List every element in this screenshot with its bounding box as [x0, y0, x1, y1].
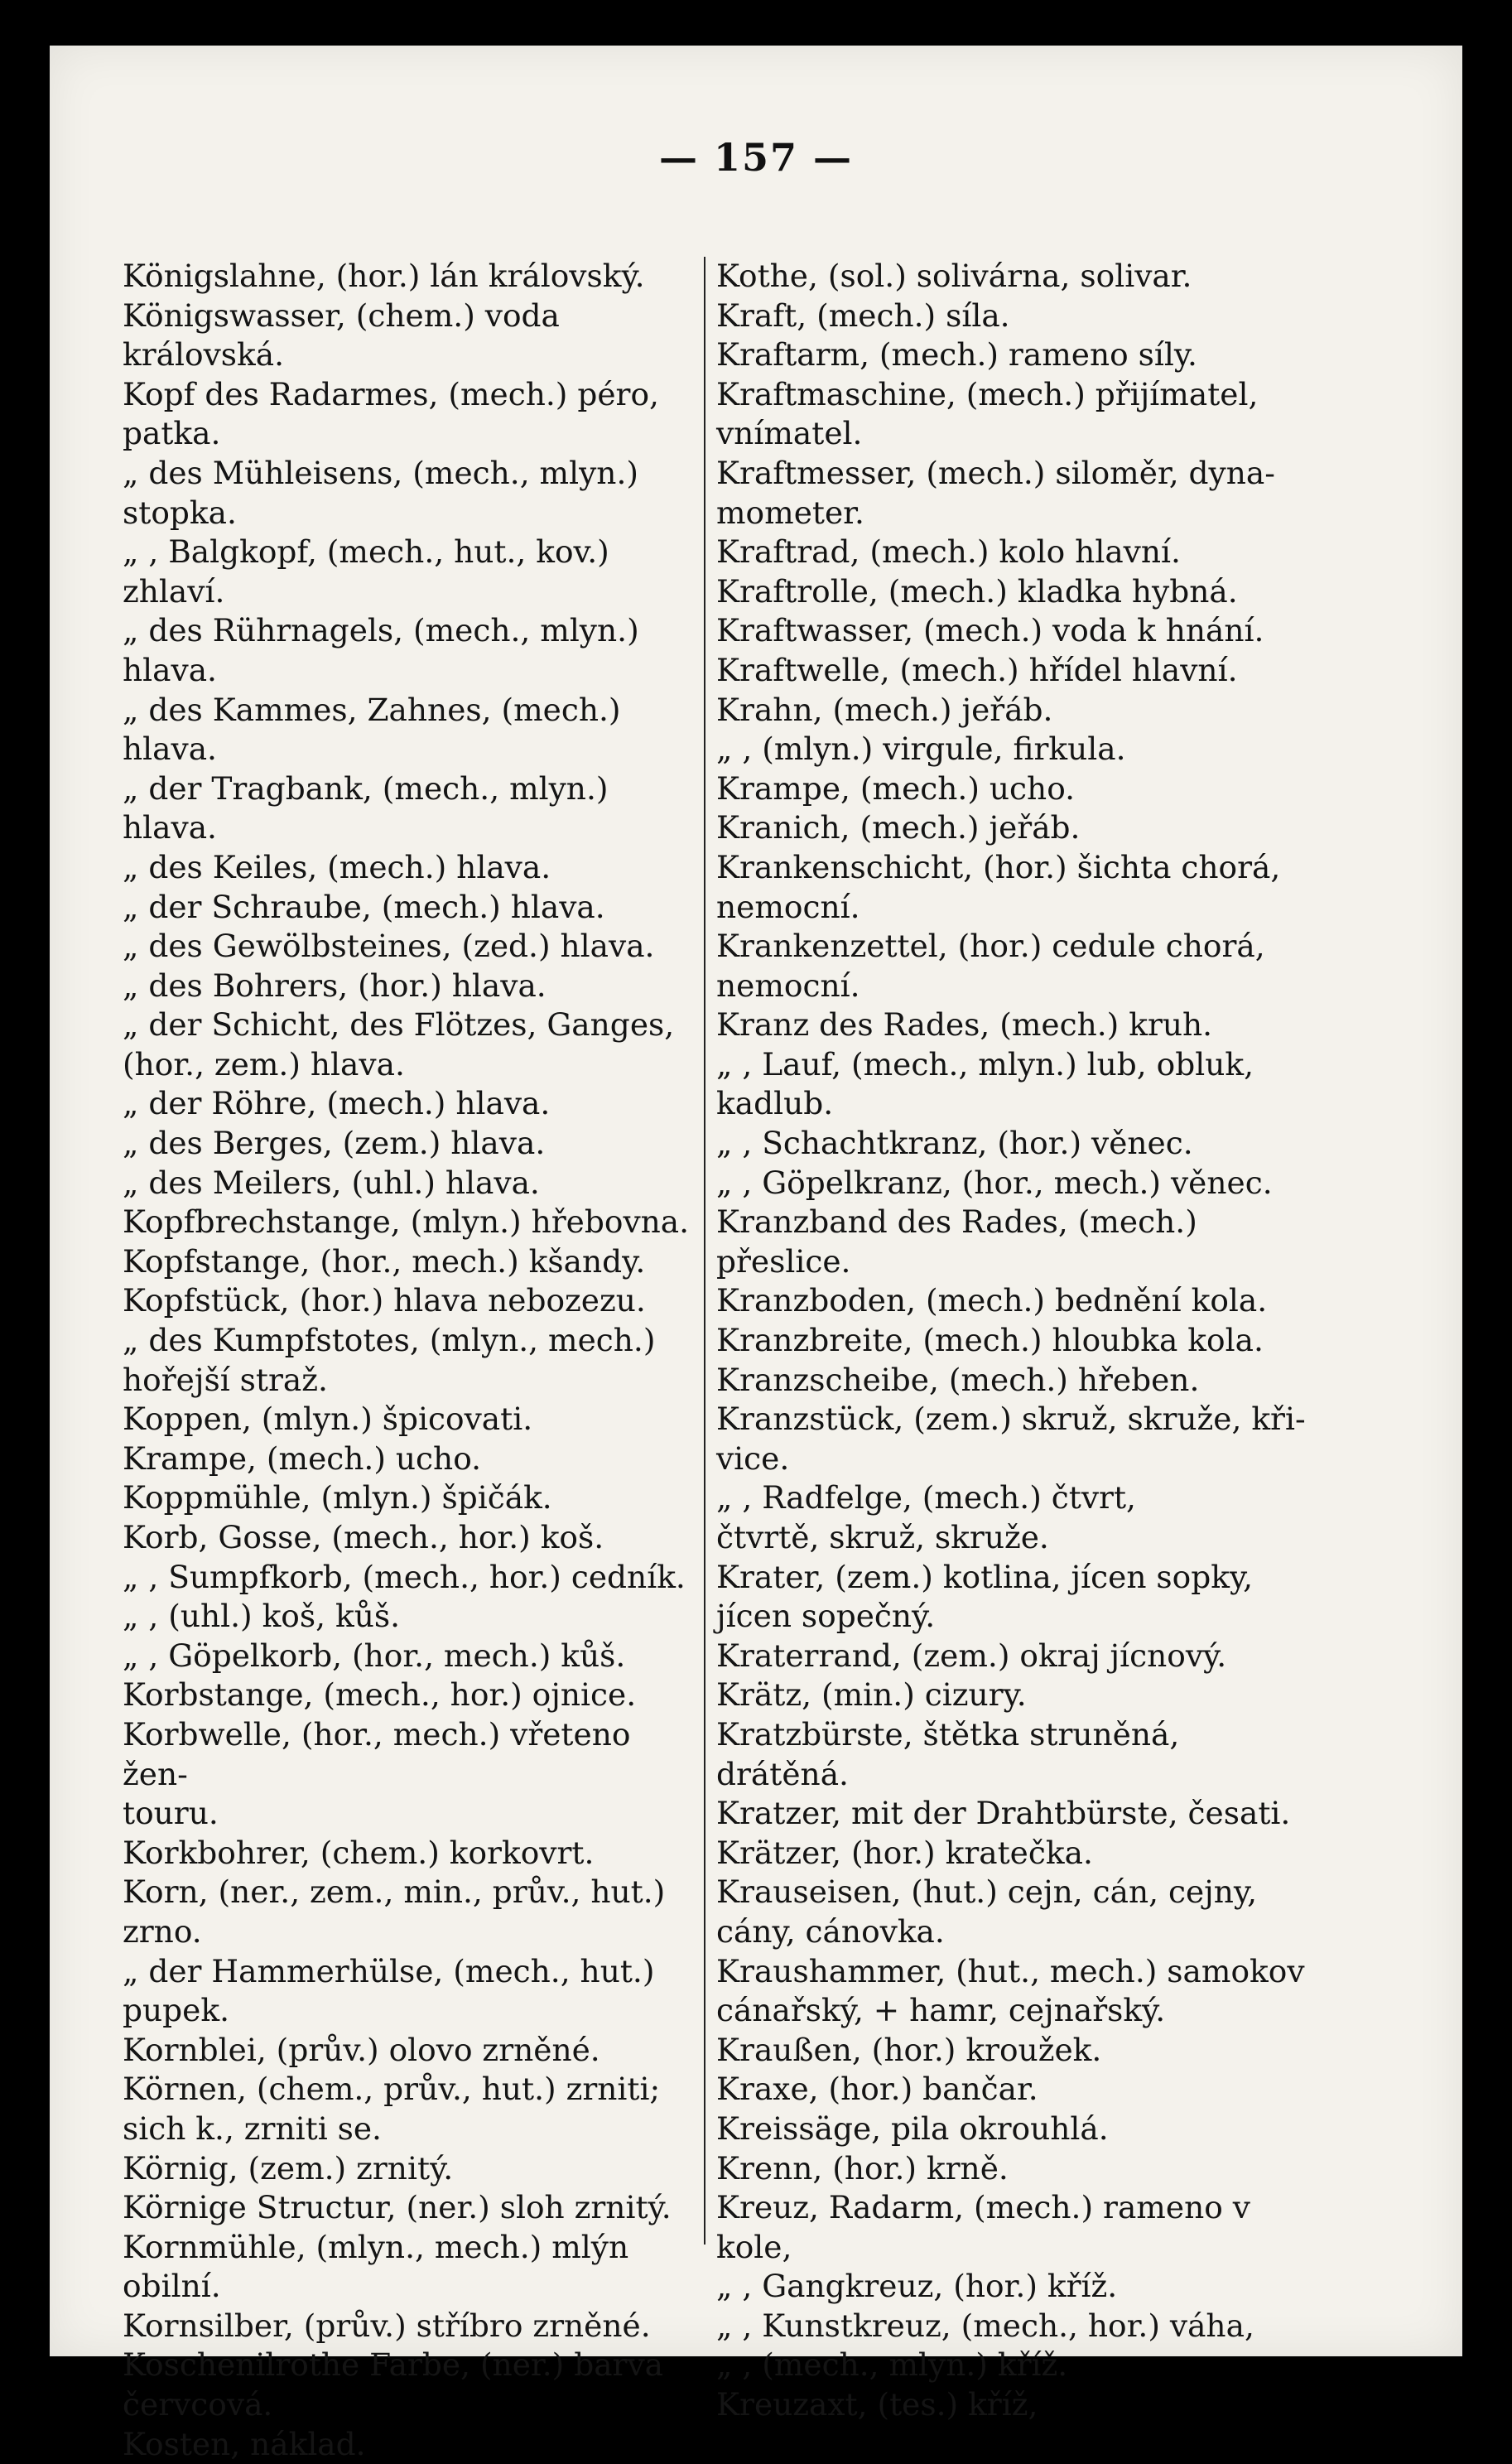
entry-line: Kosten, náklad. — [123, 2425, 366, 2462]
entry-continuation: pupek. — [123, 1992, 229, 2029]
column-divider — [704, 257, 705, 2245]
dictionary-entry — [716, 2149, 1321, 2189]
entry-continuation: vnímatel. — [716, 415, 863, 452]
dictionary-entry — [716, 2346, 1321, 2385]
entry-line: Kraftwelle, (mech.) hřídel hlavní. — [716, 651, 1238, 688]
dictionary-entry — [716, 1873, 1321, 1951]
dictionary-entry — [123, 967, 702, 1006]
dictionary-entry — [123, 1005, 702, 1084]
dictionary-entry — [123, 1439, 702, 1479]
entry-line: Kranzboden, (mech.) bednění kola. — [716, 1282, 1268, 1319]
dictionary-entry — [123, 888, 702, 928]
entry-line: „ , Gangkreuz, (hor.) kříž. — [716, 2268, 1118, 2305]
entry-line: Kraft, (mech.) síla. — [716, 297, 1010, 334]
dictionary-entry — [716, 335, 1321, 375]
entry-continuation: kadlub. — [716, 1085, 834, 1122]
dictionary-entry — [716, 1005, 1321, 1045]
dictionary-entry — [716, 1361, 1321, 1401]
entry-continuation: zrno. — [123, 1912, 202, 1950]
entry-line: Kranzbreite, (mech.) hloubka kola. — [716, 1322, 1264, 1359]
dictionary-entry — [716, 2385, 1321, 2425]
dictionary-entry — [123, 1715, 702, 1834]
entry-line: Königslahne, (hor.) lán královský. — [123, 258, 645, 294]
dictionary-entry — [123, 375, 702, 454]
entry-line: Krankenzettel, (hor.) cedule chorá, — [716, 928, 1265, 965]
entry-line: Kranz des Rades, (mech.) kruh. — [716, 1006, 1213, 1044]
dictionary-entry — [123, 2031, 702, 2071]
entry-line: Korb, Gosse, (mech., hor.) koš. — [123, 1519, 604, 1555]
dictionary-entry — [123, 533, 702, 611]
dictionary-entry — [716, 572, 1321, 612]
right-column — [716, 257, 1321, 2425]
entry-line: Kopfstange, (hor., mech.) kšandy. — [123, 1242, 646, 1280]
dictionary-entry — [123, 1558, 702, 1598]
dictionary-entry — [716, 769, 1321, 809]
dictionary-entry — [716, 2188, 1321, 2267]
entry-line: Kraterrand, (zem.) okraj jícnový. — [716, 1637, 1227, 1674]
entry-line: Kraftwasser, (mech.) voda k hnání. — [716, 612, 1264, 649]
entry-line: Kopf des Radarmes, (mech.) péro, patka. — [123, 375, 669, 452]
entry-line: „ der Röhre, (mech.) hlava. — [123, 1085, 551, 1122]
entry-line: „ , Sumpfkorb, (mech., hor.) cedník. — [123, 1558, 686, 1595]
entry-line: „ , Göpelkorb, (hor., mech.) kůš. — [123, 1637, 626, 1674]
dictionary-entry — [123, 691, 702, 769]
entry-line: Korbwelle, (hor., mech.) vřeteno žen- — [123, 1715, 641, 1792]
entry-line: Krätz, (min.) cizury. — [716, 1676, 1027, 1714]
dictionary-entry — [716, 808, 1321, 848]
dictionary-entry — [716, 1164, 1321, 1203]
dictionary-entry — [123, 2425, 702, 2464]
entry-line: Kothe, (sol.) solivárna, solivar. — [716, 258, 1192, 294]
dictionary-entry — [123, 1242, 702, 1282]
entry-line: Krater, (zem.) kotlina, jícen sopky, — [716, 1558, 1254, 1595]
entry-line: Koppmühle, (mlyn.) špičák. — [123, 1479, 552, 1516]
dictionary-entry — [716, 1321, 1321, 1361]
dictionary-entry — [123, 2228, 702, 2307]
dictionary-entry — [716, 848, 1321, 927]
dictionary-entry — [123, 1281, 702, 1321]
entry-line: Kopfbrechstange, (mlyn.) hřebovna. — [123, 1203, 690, 1241]
dictionary-entry — [123, 2346, 702, 2424]
dictionary-entry — [123, 2149, 702, 2189]
dictionary-entry — [123, 1084, 702, 1124]
dictionary-entry — [716, 2110, 1321, 2149]
entry-line: Korn, (ner., zem., min., prův., hut.) — [123, 1873, 666, 1911]
entry-line: Korkbohrer, (chem.) korkovrt. — [123, 1834, 595, 1871]
dictionary-entry — [123, 257, 702, 297]
dictionary-entry — [123, 454, 702, 533]
entry-line: „ des Kumpfstotes, (mlyn., mech.) — [123, 1322, 656, 1359]
entry-line: Kraftmaschine, (mech.) přijímatel, — [716, 375, 1259, 412]
entry-line: „ , (uhl.) koš, kůš. — [123, 1598, 401, 1635]
dictionary-entry — [123, 2188, 702, 2228]
entry-line: Kopfstück, (hor.) hlava nebozezu. — [123, 1282, 646, 1319]
entry-continuation: nemocní. — [716, 888, 860, 925]
dictionary-entry — [716, 1478, 1321, 1557]
entry-line: Kratzer, mit der Drahtbürste, česati. — [716, 1795, 1291, 1832]
entry-line: „ , (mech., mlyn.) kříž. — [716, 2346, 1068, 2384]
entry-continuation: vice. — [716, 1439, 790, 1477]
dictionary-entry — [123, 1952, 702, 2031]
dictionary-entry — [716, 2307, 1321, 2346]
entry-line: Kranich, (mech.) jeřáb. — [716, 809, 1081, 846]
entry-continuation: cánařský, + hamr, cejnařský. — [716, 1992, 1166, 2029]
dictionary-entry — [716, 1124, 1321, 1164]
entry-line: „ der Tragbank, (mech., mlyn.) — [123, 769, 609, 807]
entry-line: Kraftrad, (mech.) kolo hlavní. — [716, 533, 1181, 571]
entry-line: Kraxe, (hor.) bančar. — [716, 2071, 1038, 2108]
entry-line: „ des Meilers, (uhl.) hlava. — [123, 1164, 540, 1201]
entry-line: „ des Kammes, Zahnes, (mech.) — [123, 691, 621, 728]
entry-line: „ des Gewölbsteines, (zed.) hlava. — [123, 928, 655, 965]
entry-line: „ der Schraube, (mech.) hlava. — [123, 888, 605, 925]
dictionary-entry — [123, 1321, 702, 1400]
dictionary-entry — [716, 257, 1321, 297]
entry-continuation: hlava. — [123, 651, 217, 688]
entry-line: Kraußen, (hor.) kroužek. — [716, 2031, 1102, 2068]
dictionary-entry — [716, 2267, 1321, 2307]
entry-line: Krankenschicht, (hor.) šichta chorá, — [716, 848, 1281, 885]
dictionary-entry — [716, 1045, 1321, 1124]
dictionary-entry — [123, 2070, 702, 2148]
dictionary-entry — [123, 848, 702, 888]
dictionary-entry — [716, 1834, 1321, 1873]
entry-line: „ , Kunstkreuz, (mech., hor.) váha, — [716, 2307, 1254, 2344]
dictionary-entry — [716, 1794, 1321, 1834]
dictionary-entry — [716, 1203, 1321, 1281]
dictionary-entry — [716, 297, 1321, 336]
entry-line: Kratzbürste, štětka struněná, drátěná. — [716, 1715, 1190, 1792]
dictionary-entry — [123, 1400, 702, 1439]
dictionary-entry — [716, 1676, 1321, 1715]
entry-continuation: hlava. — [123, 809, 217, 846]
dictionary-entry — [123, 1203, 702, 1242]
dictionary-entry — [123, 1164, 702, 1203]
entry-continuation: mometer. — [716, 494, 864, 531]
entry-line: Kraftarm, (mech.) rameno síly. — [716, 336, 1197, 374]
dictionary-entry — [716, 691, 1321, 731]
entry-continuation: nemocní. — [716, 967, 860, 1004]
dictionary-entry — [716, 1558, 1321, 1637]
dictionary-entry — [123, 1834, 702, 1873]
dictionary-entry — [123, 1637, 702, 1676]
entry-line: Kreuz, Radarm, (mech.) rameno v kole, — [716, 2189, 1260, 2265]
dictionary-entry — [716, 927, 1321, 1005]
dictionary-entry — [716, 2031, 1321, 2071]
entry-line: „ , Balgkopf, (mech., hut., kov.) — [123, 533, 609, 571]
entry-continuation: touru. — [123, 1795, 219, 1832]
entry-line: Kraftmesser, (mech.) siloměr, dyna- — [716, 454, 1275, 491]
dictionary-entry — [716, 1637, 1321, 1676]
entry-line: „ des Bohrers, (hor.) hlava. — [123, 967, 547, 1004]
entry-line: „ des Mühleisens, (mech., mlyn.) — [123, 454, 638, 491]
left-column — [123, 257, 702, 2464]
entry-line: „ , Göpelkranz, (hor., mech.) věnec. — [716, 1164, 1273, 1201]
entry-continuation: zhlaví. — [123, 572, 225, 610]
dictionary-entry — [123, 769, 702, 848]
dictionary-entry — [123, 611, 702, 690]
dictionary-entry — [123, 1124, 702, 1164]
entry-continuation: sich k., zrniti se. — [123, 2110, 382, 2147]
dictionary-entry — [716, 454, 1321, 533]
entry-continuation: čtvrtě, skruž, skruže. — [716, 1519, 1049, 1555]
entry-line: Körnen, (chem., prův., hut.) zrniti; — [123, 2071, 661, 2108]
entry-line: „ des Keiles, (mech.) hlava. — [123, 848, 551, 885]
dictionary-entry — [123, 1676, 702, 1715]
dictionary-entry — [716, 2070, 1321, 2110]
dictionary-entry — [123, 1873, 702, 1951]
entry-continuation: hořejší straž. — [123, 1361, 328, 1398]
dictionary-entry — [716, 1715, 1321, 1794]
entry-line: Königswasser, (chem.) voda královská. — [123, 297, 570, 374]
entry-line: Kranzscheibe, (mech.) hřeben. — [716, 1361, 1200, 1398]
entry-line: „ , Radfelge, (mech.) čtvrt, — [716, 1479, 1136, 1516]
entry-line: Kraftrolle, (mech.) kladka hybná. — [716, 572, 1238, 610]
dictionary-entry — [716, 375, 1321, 454]
dictionary-entry — [123, 1478, 702, 1518]
entry-line: Korbstange, (mech., hor.) ojnice. — [123, 1676, 637, 1714]
entry-line: „ der Schicht, des Flötzes, Ganges, — [123, 1006, 675, 1044]
entry-line: Kornblei, (prův.) olovo zrněné. — [123, 2031, 600, 2068]
entry-line: „ der Hammerhülse, (mech., hut.) — [123, 1952, 655, 1989]
entry-line: Kranzstück, (zem.) skruž, skruže, kři- — [716, 1401, 1306, 1438]
dictionary-entry — [716, 651, 1321, 691]
dictionary-entry — [716, 1281, 1321, 1321]
dictionary-page — [50, 46, 1462, 2462]
entry-line: Kreuzaxt, (tes.) kříž, — [716, 2386, 1038, 2423]
dictionary-entry — [123, 1518, 702, 1558]
dictionary-entry — [716, 611, 1321, 651]
entry-continuation: hlava. — [123, 731, 217, 768]
entry-line: „ des Rührnagels, (mech., mlyn.) — [123, 612, 639, 649]
entry-line: Körnige Structur, (ner.) sloh zrnitý. — [123, 2189, 672, 2226]
entry-line: „ , Schachtkranz, (hor.) věnec. — [716, 1125, 1193, 1162]
entry-line: Koppen, (mlyn.) špicovati. — [123, 1401, 533, 1438]
entry-line: Kornmühle, (mlyn., mech.) mlýn obilní. — [123, 2228, 639, 2305]
entry-line: Kraushammer, (hut., mech.) samokov — [716, 1952, 1305, 1989]
entry-continuation: jícen sopečný. — [716, 1598, 936, 1635]
dictionary-entry — [123, 1597, 702, 1637]
entry-line: Krampe, (mech.) ucho. — [123, 1439, 482, 1477]
entry-continuation: červcová. — [123, 2386, 273, 2423]
page-number: — 157 — — [658, 135, 854, 180]
entry-line: „ , (mlyn.) virgule, firkula. — [716, 731, 1126, 768]
entry-line: Krahn, (mech.) jeřáb. — [716, 691, 1053, 728]
entry-line: Koschenilrothe Farbe, (ner.) barva — [123, 2346, 664, 2384]
entry-line: „ , Lauf, (mech., mlyn.) lub, obluk, — [716, 1045, 1254, 1083]
entry-line: „ des Berges, (zem.) hlava. — [123, 1125, 546, 1162]
dictionary-entry — [123, 2307, 702, 2346]
entry-continuation: (hor., zem.) hlava. — [123, 1045, 405, 1083]
dictionary-entry — [716, 1952, 1321, 2031]
entry-line: Kranzband des Rades, (mech.) přeslice. — [716, 1203, 1207, 1280]
entry-line: Kreissäge, pila okrouhlá. — [716, 2110, 1109, 2147]
dictionary-entry — [716, 1400, 1321, 1478]
entry-line: Krauseisen, (hut.) cejn, cán, cejny, — [716, 1873, 1258, 1911]
entry-line: Kornsilber, (prův.) stříbro zrněné. — [123, 2307, 651, 2344]
dictionary-entry — [123, 927, 702, 967]
entry-line: Krampe, (mech.) ucho. — [716, 769, 1076, 807]
entry-continuation: stopka. — [123, 494, 237, 531]
entry-line: Krenn, (hor.) krně. — [716, 2149, 1009, 2187]
entry-continuation: cány, cánovka. — [716, 1912, 945, 1950]
entry-line: Krätzer, (hor.) kratečka. — [716, 1834, 1093, 1871]
dictionary-entry — [123, 297, 702, 375]
entry-line: Körnig, (zem.) zrnitý. — [123, 2149, 454, 2187]
dictionary-entry — [716, 533, 1321, 572]
dictionary-entry — [716, 730, 1321, 769]
